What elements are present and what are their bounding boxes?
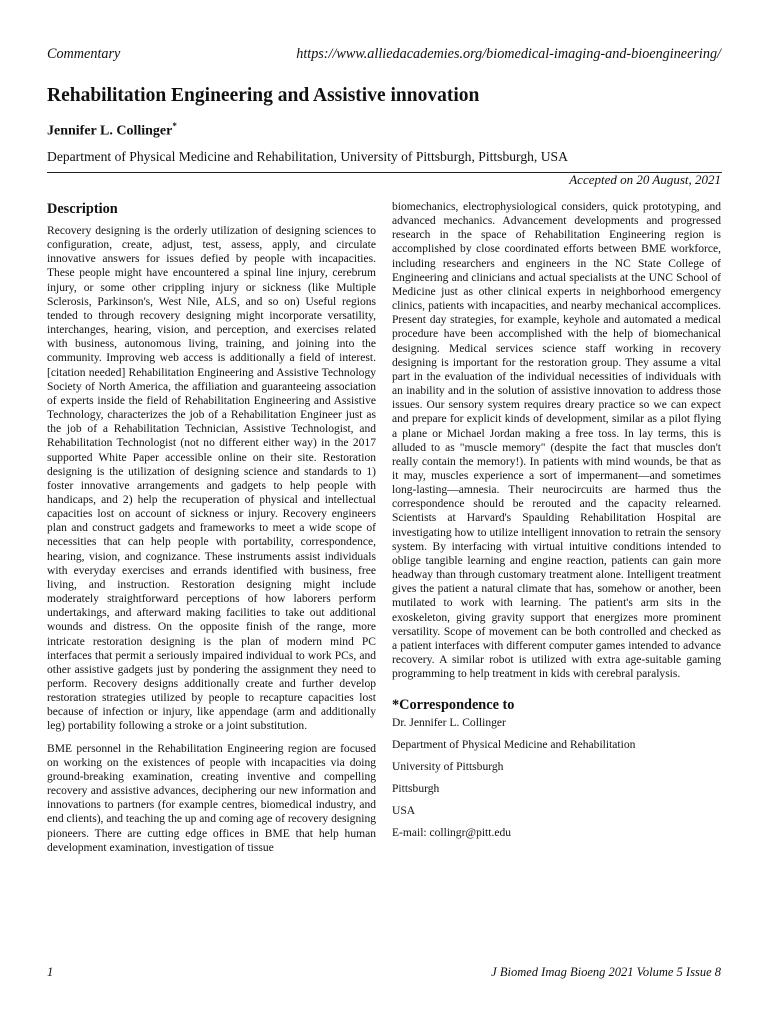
- body-paragraph: BME personnel in the Rehabilitation Engineering region are focused on working on the existences of people with incapacities via doing ground-breaking examination, creating inventive and compelling recovery and assistive advances, deciphering our new information and innovations to partners (for example centres, biomedical industry, and end clients), and teaching the up and coming age of recovery designing pioneers. There are cutting edge offices in BME that help human development examination, investigation of tissue: [47, 742, 376, 854]
- author-line: [47, 121, 177, 140]
- running-header: [47, 46, 721, 66]
- page-footer: [47, 965, 721, 983]
- article-title: Rehabilitation Engineering and Assistive innovation: [47, 85, 480, 106]
- affiliation: Department of Physical Medicine and Rehabilitation, University of Pittsburgh, Pittsburgh, USA: [47, 149, 568, 164]
- left-column: [47, 200, 376, 855]
- correspondence-heading: *Correspondence to: [392, 697, 515, 714]
- article-type: Commentary: [47, 46, 121, 62]
- body-paragraph: Recovery designing is the orderly utilization of designing sciences to configuration, create, adjust, test, assess, apply, and circulate innovative answers for issues defied by people with incapacities. These people might have encountered a spinal line injury, cerebrum injury, or some other crippling injury or sickness (like Multiple Sclerosis, Parkinson's, West Nile, ALS, and so on) Useful regions tended to through recovery designing might incorporate versatility, interchanges, hearing, vision, and perception, and exercises related with business, autonomous living, training, and joining into the community. Improving web access is additionally a field of interest.[citation needed] Rehabilitation Engineering and Assistive Technology Society of North America, the affiliation and guaranteeing association of experts inside the field of Rehabilitation Engineering and Assistive Technology, characterizes the job of a Rehabilitation Engineer just as the job of a Rehabilitation Technician, Assistive Technologist, and Rehabilitation Technologist (not no different either way) in the 2017 supported White Paper accessible online on their site. Restoration designing is the utilization of designing science and standards to 1) foster innovative arrangements and gadgets to help people with handicaps, and 2) help the recuperation of physical and intellectual capacities lost on account of sickness or injury. Recovery engineers plan and construct gadgets and frameworks to meet a wide scope of necessities that can help people with portability, correspondence, hearing, vision, and cognizance. These instruments assist individuals with everyday exercises and errands identified with business, free living, and instruction. Restoration designing might include moderately straightforward perceptions of how laborers perform undertakings, and afterward making facilities to take out additional wounds and distress. On the opposite finish of the range, more intricate restoration designing is the plan of modern mind PC interfaces that permit a seriously impaired individual to work PCs, and other assistive gadgets just by pondering the assignment they need to perform. Recovery designs additionally create and further develop restoration strategies utilized by people to recapture capacities lost because of infection or injury, like appendage (arm and additionally leg) portability following a stroke or a joint substitution.: [47, 225, 376, 733]
- journal-citation: J Biomed Imag Bioeng 2021 Volume 5 Issue 8: [491, 965, 721, 979]
- accepted-date: Accepted on 20 August, 2021: [569, 172, 721, 187]
- correspondence-city: Pittsburgh: [392, 783, 440, 796]
- author-mark: *: [172, 121, 177, 131]
- correspondence-university: University of Pittsburgh: [392, 761, 504, 774]
- author-name: Jennifer L. Collinger: [47, 123, 173, 139]
- body-paragraph-continued: biomechanics, electrophysiological considers, quick prototyping, and advanced mechanics. Advancement developments and progressed research in the space of Rehabilitation Engineering region is accomplished by close coordinated efforts between BME workforce, including researchers and engineers in the NC State College of Engineering and clinicians and actual specialists at the UNC School of Medicine just as other clinical experts in neighborhood emergency clinics, patients with incapacities, and nearby mechanical accomplices. Present day strategies, for example, keyhole and automated a medical procedure have been accomplished with the help of biomechanical designing. Medical services science staff working in recovery designing is important for the restoration group. They assume a vital part in the evaluation of the individual necessities of individuals with an inability and in the solution of assistive innovation to address those issues. Our sensory system requires dreary practice so we can expect and prepare for explicit kinds of development, similar as a pilot flying a plane or Michael Jordan making a free toss. In lay terms, this is alluded to as "muscle memory" (despite the fact that muscles don't really contain the memory!). In patients with mind wounds, be that as it may, muscles experience a sort of impermanent—and sometimes long-lasting—amnesia. Their neurocircuits are harmed thus the correspondence should be rerouted and the capacity relearned. Scientists at Harvard's Spaulding Rehabilitation Hospital are investigating how to utilize intelligent innovation to retrain the sensory system. By interfacing with virtual intuitive conditions intended to oblige tangible learning and engine reaction, patients can gain more headway than through customary treatment alone. Intelligent treatment gives the patient a natural climate that has, somehow or another, been mutilated to work with learning. The patient's arm sits in the exoskeleton, giving gravity support that energizes more prominent versatility. Scope of movement can be both controlled and checked as a patient interfaces with different computer games intended to advance recovery. A similar robot is utilized with extra age-suitable gaming programming to help treatment in kids with cerebral paralysis.: [392, 201, 721, 681]
- correspondence-department: Department of Physical Medicine and Rehabilitation: [392, 739, 636, 752]
- section-heading-description: Description: [47, 201, 118, 217]
- right-column: [392, 200, 721, 848]
- correspondence-email[interactable]: E-mail: collingr@pitt.edu: [392, 827, 512, 840]
- journal-url[interactable]: https://www.alliedacademies.org/biomedical-imaging-and-bioengineering/: [296, 46, 721, 62]
- page-number: 1: [47, 965, 54, 979]
- correspondence-name: Dr. Jennifer L. Collinger: [392, 717, 506, 730]
- correspondence-country: USA: [392, 805, 416, 818]
